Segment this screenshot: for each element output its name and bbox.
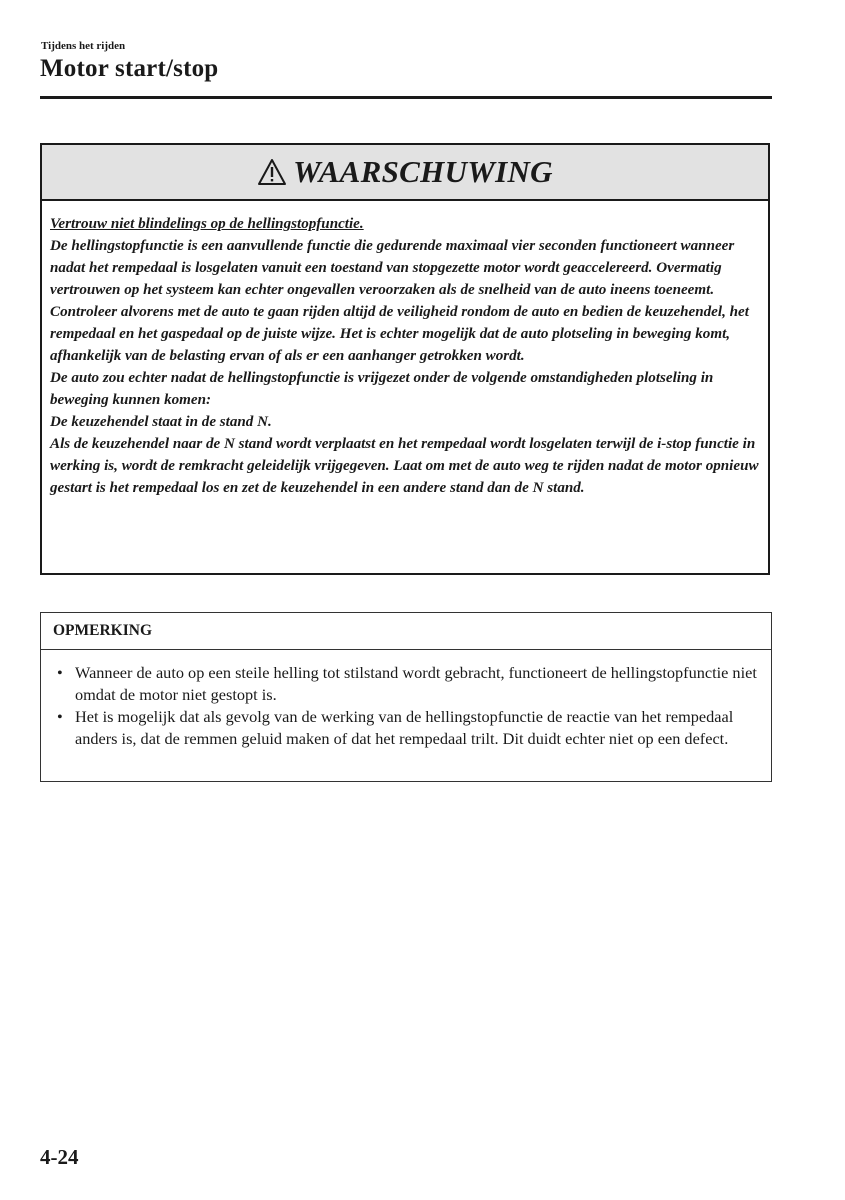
bullet: •	[57, 707, 63, 726]
warning-header	[42, 145, 768, 201]
note-title: OPMERKING	[41, 613, 771, 650]
note-item-text: Wanneer de auto op een steile helling tot stilstand wordt gebracht, functioneert de hellingstopfunctie niet omdat de motor niet gestopt is.	[75, 663, 757, 704]
list-item	[57, 662, 759, 706]
note-item-text: Het is mogelijk dat als gevolg van de werking van de hellingstopfunctie de reactie van het rempedaal anders is, dat de remmen geluid maken of dat het rempedaal trilt. Dit duidt echter niet op een defect.	[75, 707, 734, 748]
note-list	[41, 650, 771, 750]
warning-paragraph: De auto zou echter nadat de hellingstopfunctie is vrijgezet onder de volgende omstandigheden plotseling in beweging kunnen komen:	[50, 370, 714, 408]
title-rule	[40, 96, 772, 99]
warning-paragraph: De keuzehendel staat in de stand N.	[50, 414, 272, 430]
page-title: Motor start/stop	[40, 55, 219, 82]
warning-box	[40, 143, 770, 575]
bullet: •	[57, 663, 63, 682]
warning-paragraph: De hellingstopfunctie is een aanvullende functie die gedurende maximaal vier seconden functioneert wanneer nadat het rempedaal is losgelaten vanuit een toestand van stopgezette motor wordt geaccelereerd. Overmatig vertrouwen op het systeem kan echter ongevallen veroorzaken als de snelheid van de auto ineens toeneemt. Controleer alvorens met de auto te gaan rijden altijd de veiligheid rondom de auto en bedien de keuzehendel, het rempedaal en het gaspedaal op de juiste wijze. Het is echter mogelijk dat de auto plotseling in beweging komt, afhankelijk van de belasting ervan of als er een aanhanger getrokken wordt.	[50, 238, 749, 364]
warning-title: WAARSCHUWING	[293, 154, 553, 189]
page-number: 4-24	[40, 1145, 79, 1169]
section-label: Tijdens het rijden	[41, 40, 126, 52]
warning-heading: Vertrouw niet blindelings op de hellingstopfunctie.	[50, 216, 364, 232]
warning-triangle-icon	[257, 158, 287, 186]
warning-body	[42, 201, 768, 499]
note-box	[40, 612, 772, 782]
warning-paragraph: Als de keuzehendel naar de N stand wordt verplaatst en het rempedaal wordt losgelaten terwijl de i-stop functie in werking is, wordt de remkracht geleidelijk vrijgegeven. Laat om met de auto weg te rijden nadat de motor opnieuw gestart is het rempedaal los en zet de keuzehendel in een andere stand dan de N stand.	[50, 436, 759, 496]
list-item	[57, 706, 759, 750]
